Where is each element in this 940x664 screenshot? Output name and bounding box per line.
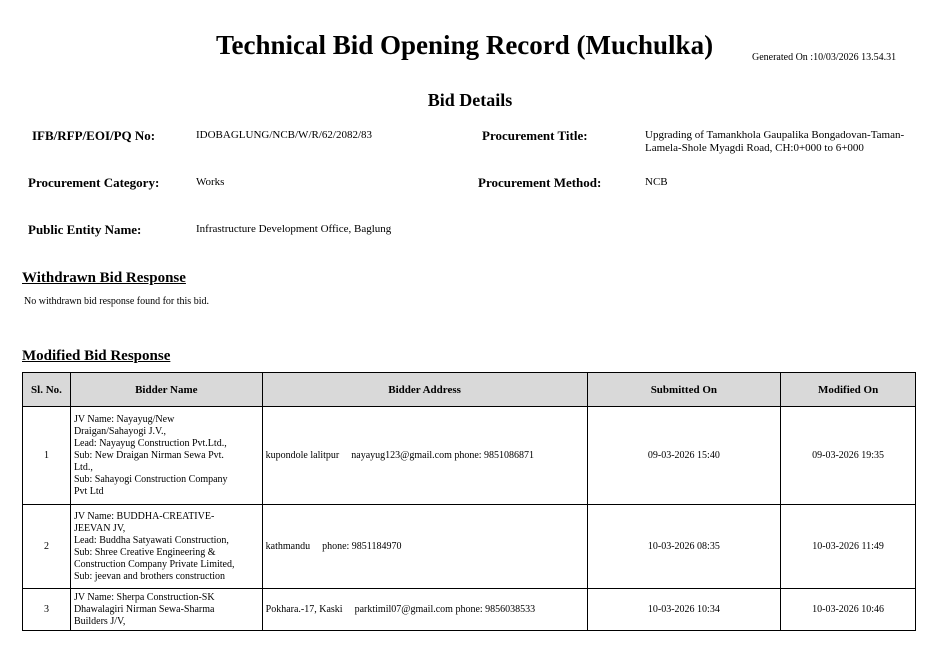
procurement-category-value: Works — [196, 176, 225, 188]
cell-sl: 1 — [23, 407, 71, 505]
ifb-value: IDOBAGLUNG/NCB/W/R/62/2082/83 — [196, 129, 372, 141]
procurement-method-value: NCB — [645, 176, 668, 188]
table-row — [23, 505, 916, 589]
address-contact: phone: 9851184970 — [322, 540, 402, 552]
modified-bid-table — [22, 372, 916, 631]
table-header-row — [23, 373, 916, 407]
col-header-modified-on: Modified On — [781, 373, 916, 407]
procurement-category-label: Procurement Category: — [28, 175, 160, 190]
withdrawn-note: No withdrawn bid response found for this bid. — [24, 296, 209, 307]
cell-bidder-name: JV Name: Sherpa Construction-SK Dhawalagiri Nirman Sewa-Sharma Builders J/V, — [70, 589, 262, 631]
table-row — [23, 589, 916, 631]
cell-bidder-address — [262, 589, 587, 631]
cell-bidder-address — [262, 505, 587, 589]
withdrawn-heading: Withdrawn Bid Response — [22, 270, 186, 286]
col-header-bidder-address: Bidder Address — [262, 373, 587, 407]
cell-submitted-on: 09-03-2026 15:40 — [587, 407, 781, 505]
public-entity-label: Public Entity Name: — [28, 222, 142, 237]
page-title: Technical Bid Opening Record (Muchulka) — [216, 30, 714, 60]
address-place: kathmandu — [265, 540, 311, 552]
table-row — [23, 407, 916, 505]
bid-details-heading: Bid Details — [427, 90, 513, 110]
procurement-title-label: Procurement Title: — [482, 128, 588, 143]
cell-submitted-on: 10-03-2026 08:35 — [587, 505, 781, 589]
public-entity-value: Infrastructure Development Office, Baglung — [196, 223, 392, 235]
procurement-method-label: Procurement Method: — [478, 175, 602, 190]
col-header-submitted-on: Submitted On — [587, 373, 781, 407]
cell-sl: 2 — [23, 505, 71, 589]
cell-bidder-name: JV Name: BUDDHA-CREATIVE- JEEVAN JV, Lead: Buddha Satyawati Construction, Sub: Shree Creative Engineering & Construction Company Private Limited, Sub: jeevan and brothers construction — [70, 505, 262, 589]
cell-modified-on: 10-03-2026 11:49 — [781, 505, 916, 589]
cell-sl: 3 — [23, 589, 71, 631]
address-place: kupondole lalitpur — [265, 449, 340, 461]
ifb-label: IFB/RFP/EOI/PQ No: — [32, 128, 156, 143]
cell-bidder-address — [262, 407, 587, 505]
address-place: Pokhara.-17, Kaski — [265, 603, 343, 615]
address-contact: nayayug123@gmail.com phone: 9851086871 — [351, 449, 535, 461]
cell-bidder-name: JV Name: Nayayug/New Draigan/Sahayogi J.V., Lead: Nayayug Construction Pvt.Ltd., Sub: New Draigan Nirman Sewa Pvt. Ltd., Sub: Sahayogi Construction Company Pvt Ltd — [70, 407, 262, 505]
generated-timestamp: Generated On :10/03/2026 13.54.31 — [752, 52, 897, 63]
procurement-title-value: Upgrading of Tamankhola Gaupalika Bongadovan-Taman-Lamela-Shole Myagdi Road, CH:0+000 to 6+000 — [645, 129, 905, 154]
title-row — [0, 30, 940, 70]
address-contact: parktimil07@gmail.com phone: 9856038533 — [354, 603, 536, 615]
cell-submitted-on: 10-03-2026 10:34 — [587, 589, 781, 631]
col-header-bidder-name: Bidder Name — [70, 373, 262, 407]
cell-modified-on: 09-03-2026 19:35 — [781, 407, 916, 505]
modified-heading: Modified Bid Response — [22, 348, 171, 364]
col-header-sl: Sl. No. — [23, 373, 71, 407]
cell-modified-on: 10-03-2026 10:46 — [781, 589, 916, 631]
